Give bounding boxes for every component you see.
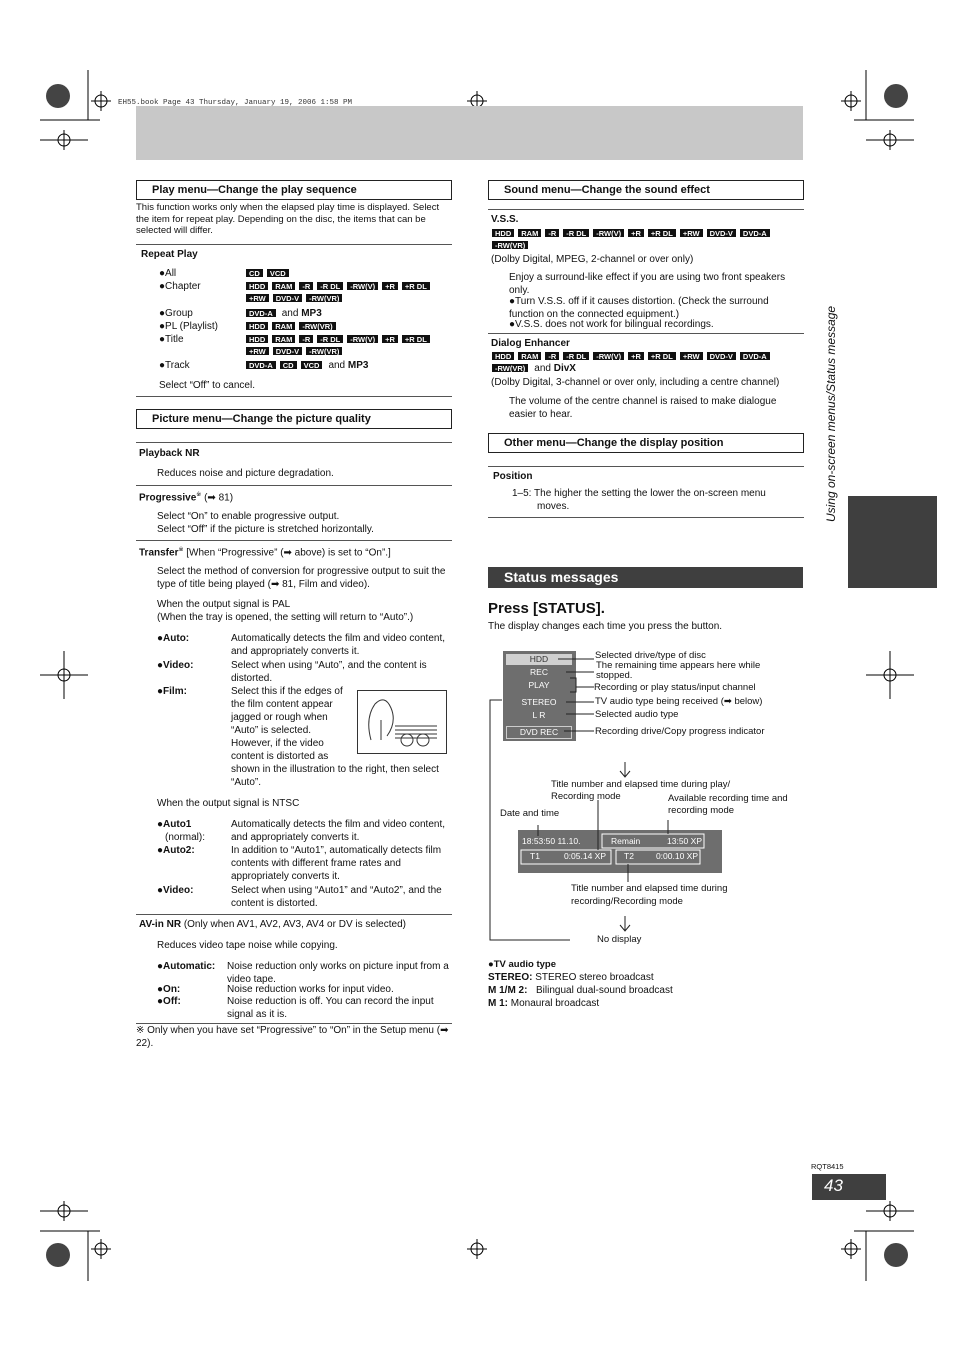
badge-tail: and MP3: [328, 360, 369, 371]
progressive-on: Select “On” to enable progressive output.: [157, 511, 340, 522]
repeat-item-badges: [245, 334, 445, 356]
arrow-down-2: [619, 916, 631, 932]
play-menu-intro: This function works only when the elapsed play time is displayed. Select the item for repeat play. Depending on the disc, the items that can be selected will differ.: [136, 202, 440, 236]
disp-dvd-rec: DVD REC: [506, 726, 572, 739]
disc-type-badge: -R: [544, 228, 560, 238]
disc-type-badge: -RW(V): [592, 351, 625, 361]
avin-on: ●On: Noise reduction works for input video.: [157, 984, 394, 995]
dialog-label: Dialog Enhancer: [491, 338, 570, 349]
disc-type-badge: VCD: [300, 360, 324, 370]
playback-nr-desc: Reduces noise and picture degradation.: [157, 468, 334, 479]
disp-play: PLAY: [506, 680, 572, 691]
ann2-date: Date and time: [500, 808, 560, 819]
arrow-down-1: [619, 762, 631, 778]
disc-type-badge: +R DL: [401, 281, 431, 291]
disc-type-badge: +RW: [245, 346, 270, 356]
position-desc: 1–5: The higher the setting the lower the on-screen menu moves.: [512, 488, 766, 512]
avin-off: ●Off: Noise reduction is off. You can record the input signal as it is.: [157, 996, 434, 1020]
disc-type-badge: DVD-V: [706, 228, 737, 238]
disc-type-badge: +RW: [245, 293, 270, 303]
transfer-cond: [When “Progressive” (➡ above) is set to “On”.]: [186, 547, 391, 559]
disp2-t2: T2: [624, 851, 634, 861]
disc-badges: [245, 334, 445, 356]
pal-auto: ●Auto: Automatically detects the film and video content, and appropriately converts it.: [157, 633, 446, 657]
disc-type-badge: +RW: [679, 351, 704, 361]
repeat-item-badges: [245, 308, 445, 319]
disp2-remain: Remain: [611, 836, 641, 846]
disc-type-badge: HDD: [245, 334, 269, 344]
disc-type-badge: +R DL: [401, 334, 431, 344]
disc-type-badge: +R DL: [647, 351, 677, 361]
pal-line-1: When the output signal is PAL: [157, 599, 291, 610]
disp-hdd: HDD: [506, 654, 572, 665]
transfer-row: Transfer※ [When “Progressive” (➡ above) is set to “On”.]: [139, 547, 391, 559]
disc-type-badge: RAM: [517, 228, 542, 238]
disc-type-badge: +R: [381, 281, 399, 291]
repeat-item-label: ●Title: [159, 334, 184, 345]
disc-type-badge: -RW(VR): [298, 321, 336, 331]
tv-audio-m1: M 1: Monaural broadcast: [488, 998, 600, 1009]
disc-type-badge: HDD: [491, 351, 515, 361]
ann2-title: Title number and elapsed time during play/ Recording mode: [551, 779, 731, 802]
disc-type-badge: +R DL: [647, 228, 677, 238]
avin-label: AV-in NR: [139, 919, 182, 930]
progressive-row: Progressive※ (➡ 81): [139, 492, 234, 504]
disp2-t1: T1: [530, 851, 540, 861]
disc-type-badge: +R: [381, 334, 399, 344]
header-band: [136, 106, 803, 160]
disp2-t2-value: 0:00.10 XP: [655, 851, 698, 861]
disc-type-badge: -R: [298, 281, 314, 291]
disc-badges: [245, 281, 445, 303]
progressive-label: Progressive: [139, 492, 197, 504]
vss-note: (Dolby Digital, MPEG, 2-channel or over only): [491, 254, 694, 265]
ann-progress: Recording drive/Copy progress indicator: [595, 726, 765, 737]
file-info: EH55.book Page 43 Thursday, January 19, 2006 1:58 PM: [118, 99, 353, 107]
disp2-t1-value: 0:05.14 XP: [563, 851, 606, 861]
badge-tail: and MP3: [281, 308, 322, 319]
ann-remaining: The remaining time appears here while stopped.: [596, 660, 761, 681]
status-messages-heading: Status messages: [488, 567, 803, 588]
disc-type-badge: DVD-V: [272, 346, 303, 356]
playback-nr-label: Playback NR: [139, 448, 200, 459]
ann-audio: Selected audio type: [595, 709, 679, 720]
disc-type-badge: DVD-A: [739, 228, 771, 238]
avin-desc: Reduces video tape noise while copying.: [157, 940, 338, 951]
disc-badges: [491, 228, 791, 250]
repeat-item-label: ●All: [159, 268, 177, 279]
disp-lr: L R: [506, 710, 572, 721]
disc-type-badge: DVD-A: [739, 351, 771, 361]
disc-type-badge: +R: [627, 228, 645, 238]
vss-desc: Enjoy a surround-like effect if you are using two front speakers only.: [509, 272, 786, 296]
disc-type-badge: -R DL: [562, 351, 590, 361]
disc-type-badge: -RW(V): [346, 281, 379, 291]
transfer-desc: Select the method of conversion for progressive output to suit the type of title being played (➡ 81, Film and video).: [157, 566, 446, 590]
footnote: ※ Only when you have set “Progressive” to “On” in the Setup menu (➡ 22).: [136, 1025, 449, 1049]
pal-video: ●Video: Select when using “Auto”, and the content is distorted.: [157, 660, 427, 684]
tv-audio-m1m2: M 1/M 2: Bilingual dual-sound broadcast: [488, 985, 673, 996]
disc-type-badge: +RW: [679, 228, 704, 238]
disc-badges: [245, 308, 322, 319]
ntsc-video: ●Video: Select when using “Auto1” and “Auto2”, and the content is distorted.: [157, 885, 442, 909]
progressive-off: Select “Off” if the picture is stretched horizontally.: [157, 524, 374, 535]
side-section-label: Using on-screen menus/Status message: [824, 305, 838, 522]
disc-type-badge: -R: [298, 334, 314, 344]
ann2-available: Available recording time and recording mode: [668, 793, 788, 816]
disp2-date: 18:53:50 11.10.: [522, 836, 581, 846]
tv-audio-title: ●TV audio type: [488, 959, 557, 970]
tv-audio-stereo: STEREO: STEREO stereo broadcast: [488, 972, 654, 983]
disc-type-badge: +R: [627, 351, 645, 361]
pal-line-2: (When the tray is opened, the setting will return to “Auto”.): [157, 612, 414, 623]
disc-type-badge: -RW(VR): [491, 363, 529, 373]
disc-type-badge: -R DL: [316, 334, 344, 344]
repeat-play-label: Repeat Play: [141, 249, 198, 260]
select-off-note: Select “Off” to cancel.: [159, 380, 255, 391]
repeat-item-badges: [245, 281, 445, 303]
disc-type-badge: CD: [245, 268, 264, 278]
ntsc-auto1: ●Auto1 (normal): Automatically detects the film and video content, and appropriately converts it.: [157, 819, 446, 843]
distortion-illustration: [357, 690, 447, 754]
disc-type-badge: HDD: [245, 281, 269, 291]
dialog-note: (Dolby Digital, 3-channel or over only, including a centre channel): [491, 377, 780, 388]
dialog-badges: [491, 351, 791, 374]
repeat-item-label: ●Track: [159, 360, 190, 371]
play-menu-heading: Play menu—Change the play sequence: [136, 180, 452, 200]
no-display: No display: [597, 934, 642, 945]
disc-type-badge: HDD: [491, 228, 515, 238]
disc-type-badge: DVD-V: [272, 293, 303, 303]
disc-badges: [245, 268, 290, 278]
repeat-item-badges: [245, 268, 445, 279]
vss-badges: [491, 228, 791, 250]
repeat-item-badges: [245, 360, 445, 371]
repeat-item-label: ●PL (Playlist): [159, 321, 219, 332]
doc-code: RQT8415: [811, 1162, 844, 1171]
position-label: Position: [493, 471, 533, 482]
disc-type-badge: DVD-A: [245, 308, 277, 318]
disc-type-badge: DVD-A: [245, 360, 277, 370]
repeat-item-label: ●Chapter: [159, 281, 201, 292]
repeat-item-badges: [245, 321, 445, 332]
ann-tv-audio: TV audio type being received (➡ below): [595, 696, 763, 707]
disc-type-badge: -RW(V): [592, 228, 625, 238]
disc-type-badge: -RW(VR): [305, 293, 343, 303]
disc-type-badge: -RW(V): [346, 334, 379, 344]
vss-label: V.S.S.: [491, 214, 519, 225]
disp-rec: REC: [506, 667, 572, 678]
pal-film: ●Film: Select this if the edges of the film content appear jagged or rough when “Auto” is selected. However, if the video content is distorted as: [157, 686, 343, 762]
disp2-remain-value: 13:50 XP: [667, 836, 702, 846]
transfer-label: Transfer: [139, 547, 179, 559]
disc-type-badge: HDD: [245, 321, 269, 331]
disp-stereo: STEREO: [506, 697, 572, 708]
disc-badges: [491, 351, 791, 374]
disc-type-badge: -RW(VR): [491, 240, 529, 250]
repeat-item-label: ●Group: [159, 308, 193, 319]
avin-automatic: ●Automatic: Noise reduction only works on picture input from a video tape.: [157, 961, 449, 985]
ann-status: Recording or play status/input channel: [594, 682, 756, 693]
disc-type-badge: -R DL: [562, 228, 590, 238]
progressive-ref: (➡ 81): [204, 492, 234, 504]
disc-type-badge: RAM: [271, 321, 296, 331]
disc-type-badge: VCD: [266, 268, 290, 278]
ann2-bottom: Title number and elapsed time during recording/Recording mode: [571, 883, 728, 907]
disc-badges: [245, 321, 337, 331]
film-tail: shown in the illustration to the right, then select “Auto”.: [231, 764, 439, 788]
disc-type-badge: -RW(VR): [305, 346, 343, 356]
press-status-heading: Press [STATUS].: [488, 600, 605, 617]
disc-type-badge: RAM: [517, 351, 542, 361]
vss-bullet-1: ●Turn V.S.S. off if it causes distortion. (Check the surround function on the connected equipment.): [509, 296, 769, 320]
ann-drive: Selected drive/type of disc: [595, 650, 706, 661]
badge-tail: and DivX: [534, 363, 576, 374]
sound-menu-heading: Sound menu—Change the sound effect: [488, 180, 804, 200]
disc-type-badge: -R: [544, 351, 560, 361]
avin-cond: (Only when AV1, AV2, AV3, AV4 or DV is selected): [183, 919, 406, 930]
ntsc-line: When the output signal is NTSC: [157, 798, 300, 809]
page-number: 43: [812, 1174, 886, 1200]
side-tab: [848, 496, 937, 588]
disc-type-badge: CD: [279, 360, 298, 370]
ntsc-auto2: ●Auto2: In addition to “Auto1”, automatically detects film contents with different frame rates and appropriately converts it.: [157, 845, 442, 882]
disc-type-badge: -R DL: [316, 281, 344, 291]
picture-menu-heading: Picture menu—Change the picture quality: [136, 409, 452, 429]
vss-bullet-2: ●V.S.S. does not work for bilingual recordings.: [509, 319, 714, 330]
disc-badges: [245, 360, 368, 371]
dialog-desc: The volume of the centre channel is raised to make dialogue easier to hear.: [509, 396, 777, 420]
disc-type-badge: RAM: [271, 334, 296, 344]
disc-type-badge: RAM: [271, 281, 296, 291]
other-menu-heading: Other menu—Change the display position: [488, 433, 804, 453]
avin-row: [139, 918, 406, 931]
disc-type-badge: DVD-V: [706, 351, 737, 361]
press-desc: The display changes each time you press the button.: [488, 621, 723, 632]
